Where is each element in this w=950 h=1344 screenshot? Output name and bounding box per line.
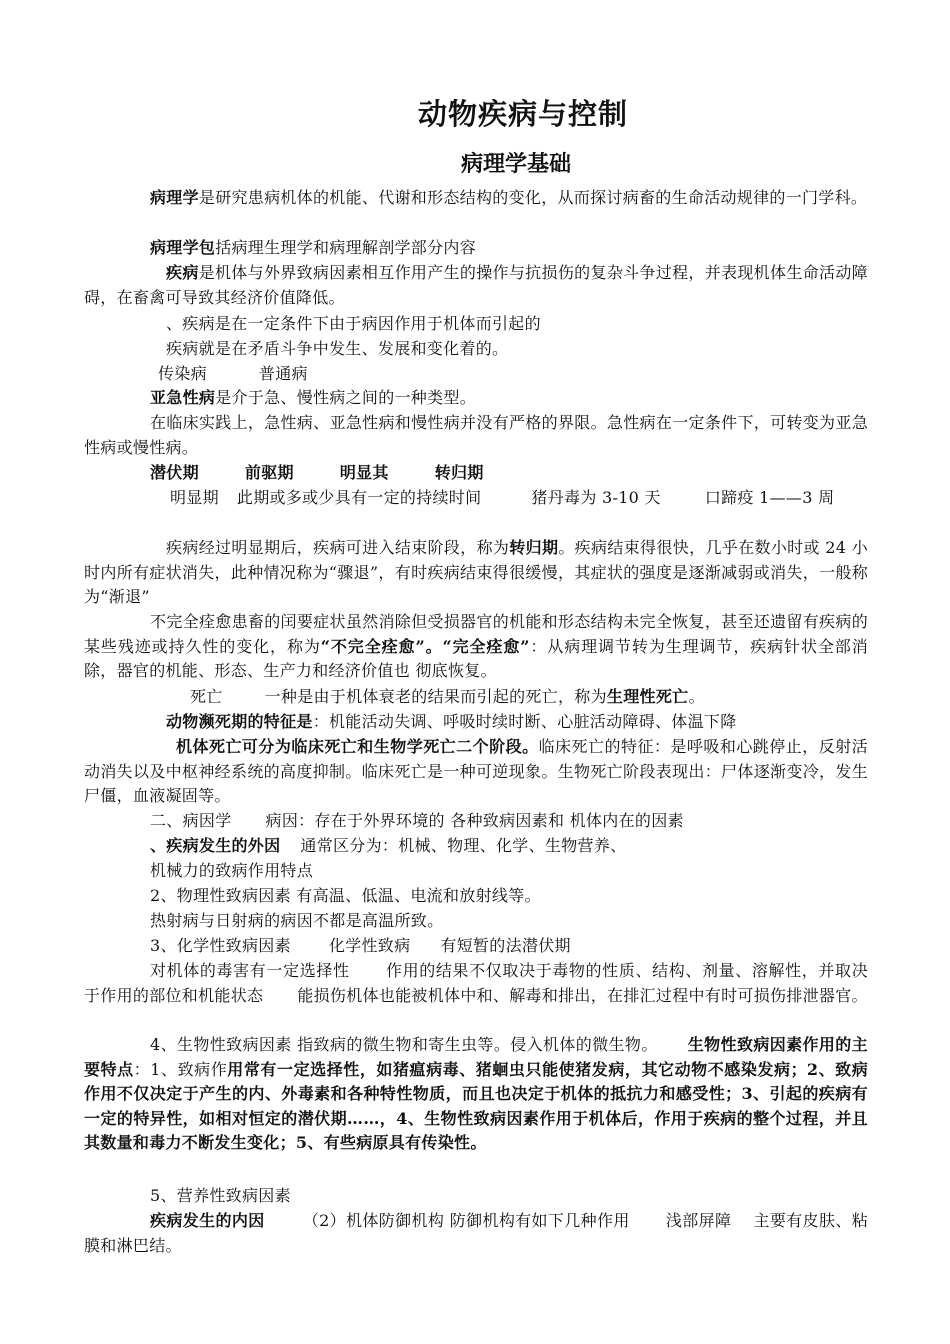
paragraph-text: 3、化学性致病因素 bbox=[150, 936, 291, 955]
paragraph-pathology-definition bbox=[84, 186, 868, 211]
term-death-stages: 机体死亡可分为临床死亡和生物学死亡二个阶段。 bbox=[176, 737, 539, 756]
paragraph-text: 浅部屏障 bbox=[665, 1211, 732, 1230]
paragraph-toxin-effects bbox=[84, 959, 868, 1008]
paragraph-text: ：机能活动失调、呼吸时续时断、心脏活动障碍、体温下降 bbox=[312, 712, 737, 731]
term-infectious-disease: 传染病 bbox=[158, 364, 207, 383]
term-pathology-includes: 病理学包 bbox=[150, 238, 216, 257]
paragraph-disease-contradiction: 疾病就是在矛盾斗争中发生、发展和变化着的。 bbox=[166, 339, 509, 358]
paragraph-disease-cause: 、疾病是在一定条件下由于病因作用于机体而引起的 bbox=[166, 314, 541, 333]
paragraph-text: 猪丹毒为 3-10 天 bbox=[531, 488, 661, 507]
paragraph-nutritional: 5、营养性致病因素 bbox=[150, 1186, 291, 1205]
paragraph-text: 括病理生理学和病理解剖学部分内容 bbox=[215, 238, 477, 257]
paragraph-text: 通常区分为：机械、物理、化学、生物营养、 bbox=[300, 836, 627, 855]
paragraph-text: 4、生物性致病因素 指致病的微生物和寄生虫等。侵入机体的微生物。 bbox=[150, 1035, 658, 1054]
paragraph-heatstroke: 热射病与日射病的病因不都是高温所致。 bbox=[150, 911, 444, 930]
paragraph-clinical-practice: 在临床实践上，急性病、亚急性病和慢性病并没有严格的界限。急性病在一定条件下，可转变为亚急性病或慢性病。 bbox=[84, 413, 868, 457]
term-subacute-disease: 亚急性病 bbox=[150, 388, 216, 407]
paragraph-text: 是介于急、慢性病之间的一种类型。 bbox=[215, 388, 477, 407]
term-biological-features: 生物性致病因素作用的主要特点 bbox=[84, 1035, 868, 1079]
paragraph-disease-types bbox=[84, 362, 868, 387]
paragraph-text: 临床死亡的特征：是呼吸和心跳停止，反射活动消失以及中枢神经系统的高度抑制。临床死亡是一种可逆现象。生物死亡阶段表现出：尸体逐渐变冷，发生尸僵，血液凝固等。 bbox=[84, 737, 868, 805]
term-internal-causes: 疾病发生的内因 bbox=[150, 1211, 265, 1230]
paragraph-pathology-scope bbox=[84, 236, 868, 261]
term-dying-stage: 动物濒死期的特征是 bbox=[166, 712, 313, 731]
paragraph-text: 主要有皮肤、粘膜和淋巴结。 bbox=[84, 1211, 869, 1255]
paragraph-internal-causes bbox=[84, 1209, 868, 1258]
term-prodromal: 前驱期 bbox=[244, 463, 294, 482]
paragraph-subacute bbox=[84, 386, 868, 411]
term-death: 死亡 bbox=[190, 687, 223, 706]
paragraph-text: 病因：存在于外界环境的 各种致病因素和 机体内在的因素 bbox=[265, 811, 684, 830]
paragraph-text: （2）机体防御机构 防御机构有如下几种作用 bbox=[302, 1211, 630, 1230]
paragraph-text: 对机体的毒害有一定选择性 bbox=[150, 961, 350, 980]
paragraph-death bbox=[84, 685, 868, 710]
paragraph-text: 不完全痊愈患畜的闰要症状虽然消除但受损器官的机能和形态结构未完全恢复，甚至还遗留有疾病的某些残迹或持久性的变化，称为 bbox=[84, 612, 868, 656]
paragraph-etiology bbox=[84, 809, 868, 834]
section-etiology: 二、病因学 bbox=[150, 811, 232, 830]
paragraph-text: 能损伤机体也能被机体中和、解毒和排出，在排汇过程中有时可损伤排泄器官。 bbox=[297, 985, 868, 1005]
term-incubation: 潜伏期 bbox=[150, 463, 199, 482]
paragraph-text: 疾病经过明显期后，疾病可进入结束阶段，称为 bbox=[166, 538, 510, 557]
paragraph-text: ：1、致病作 bbox=[133, 1059, 228, 1079]
term-pathology: 病理学 bbox=[150, 188, 199, 207]
term-obvious: 明显其 bbox=[339, 463, 389, 482]
paragraph-text: ：从病理调节转为生理调节，疾病针状全部消除，器官的机能、形态、生产力和经济价值也 彻底恢复。 bbox=[84, 636, 869, 680]
paragraph-text: 是研究患病机体的机能、代谢和形态结构的变化，从而探讨病畜的生命活动规律的一门学科。 bbox=[198, 188, 868, 207]
term-recovery: “不完全痊愈”。“完全痊愈” bbox=[320, 636, 530, 656]
document-title: 动物疾病与控制 bbox=[418, 97, 629, 131]
paragraph-biological bbox=[84, 1033, 868, 1156]
term-disease: 疾病 bbox=[166, 263, 199, 282]
paragraph-bold-text: 用常有一定选择性，如猪瘟病毒、猪蛔虫只能使猪发病，其它动物不感染发病；2、致病作用不仅决定于产生的内、外毒素和各种特性物质，而且也决定于机体的抵抗力和感受性；3、引起的疾病有一定的特异性，如相对恒定的潜伏期……，4、生物性致病因素作用于机体后，作用于疾病的整个过程，并且其数量和毒力不断发生变化；5、有些病原具有传染性。 bbox=[84, 1059, 868, 1152]
paragraph-dying-stage bbox=[84, 710, 868, 735]
term-common-disease: 普通病 bbox=[258, 364, 308, 383]
paragraph-physical: 2、物理性致病因素 有高温、低温、电流和放射线等。 bbox=[150, 886, 541, 905]
paragraph-recovery bbox=[84, 610, 868, 684]
term-outcome: 转归期 bbox=[434, 463, 484, 482]
paragraph-text: 口蹄疫 1——3 周 bbox=[704, 488, 835, 507]
paragraph-chemical bbox=[84, 934, 868, 959]
term-outcome-stage: 转归期 bbox=[509, 538, 559, 557]
paragraph-external-causes bbox=[84, 834, 868, 859]
term-obvious-stage: 明显期 bbox=[170, 488, 219, 507]
paragraph-text: 化学性致病 bbox=[328, 936, 411, 955]
paragraph-death-stages bbox=[84, 735, 868, 809]
paragraph-outcome-stage bbox=[84, 536, 868, 610]
paragraph-mechanical: 机械力的致病作用特点 bbox=[150, 861, 314, 880]
paragraph-text: 。 bbox=[688, 687, 705, 706]
term-external-causes: 、疾病发生的外因 bbox=[150, 836, 281, 855]
paragraph-text: 作用的结果不仅取决于毒物的性质、结构、剂量、溶解性，并取决于作用的部位和机能状态 bbox=[84, 961, 868, 1005]
paragraph-text: 。疾病结束得很快，几乎在数小时或 24 小时内所有症状消失，此种情况称为“骤退”，有时疾病结束得很缓慢，其症状的强度是逐渐减弱或消失，一般称为“渐退” bbox=[84, 538, 868, 606]
term-physiological-death: 生理性死亡 bbox=[606, 687, 689, 706]
paragraph-disease-definition bbox=[84, 261, 868, 310]
paragraph-obvious-stage bbox=[84, 486, 868, 511]
paragraph-disease-stages bbox=[84, 461, 868, 486]
paragraph-text: 此期或多或少具有一定的持续时间 bbox=[236, 488, 482, 507]
section-title: 病理学基础 bbox=[461, 152, 572, 177]
paragraph-text: 一种是由于机体衰老的结果而引起的死亡，称为 bbox=[264, 687, 607, 706]
paragraph-text: 有短暂的法潜伏期 bbox=[440, 936, 571, 955]
paragraph-text: 是机体与外界致病因素相互作用产生的操作与抗损伤的复杂斗争过程，并表现机体生命活动障碍，在畜禽可导致其经济价值降低。 bbox=[84, 263, 868, 307]
